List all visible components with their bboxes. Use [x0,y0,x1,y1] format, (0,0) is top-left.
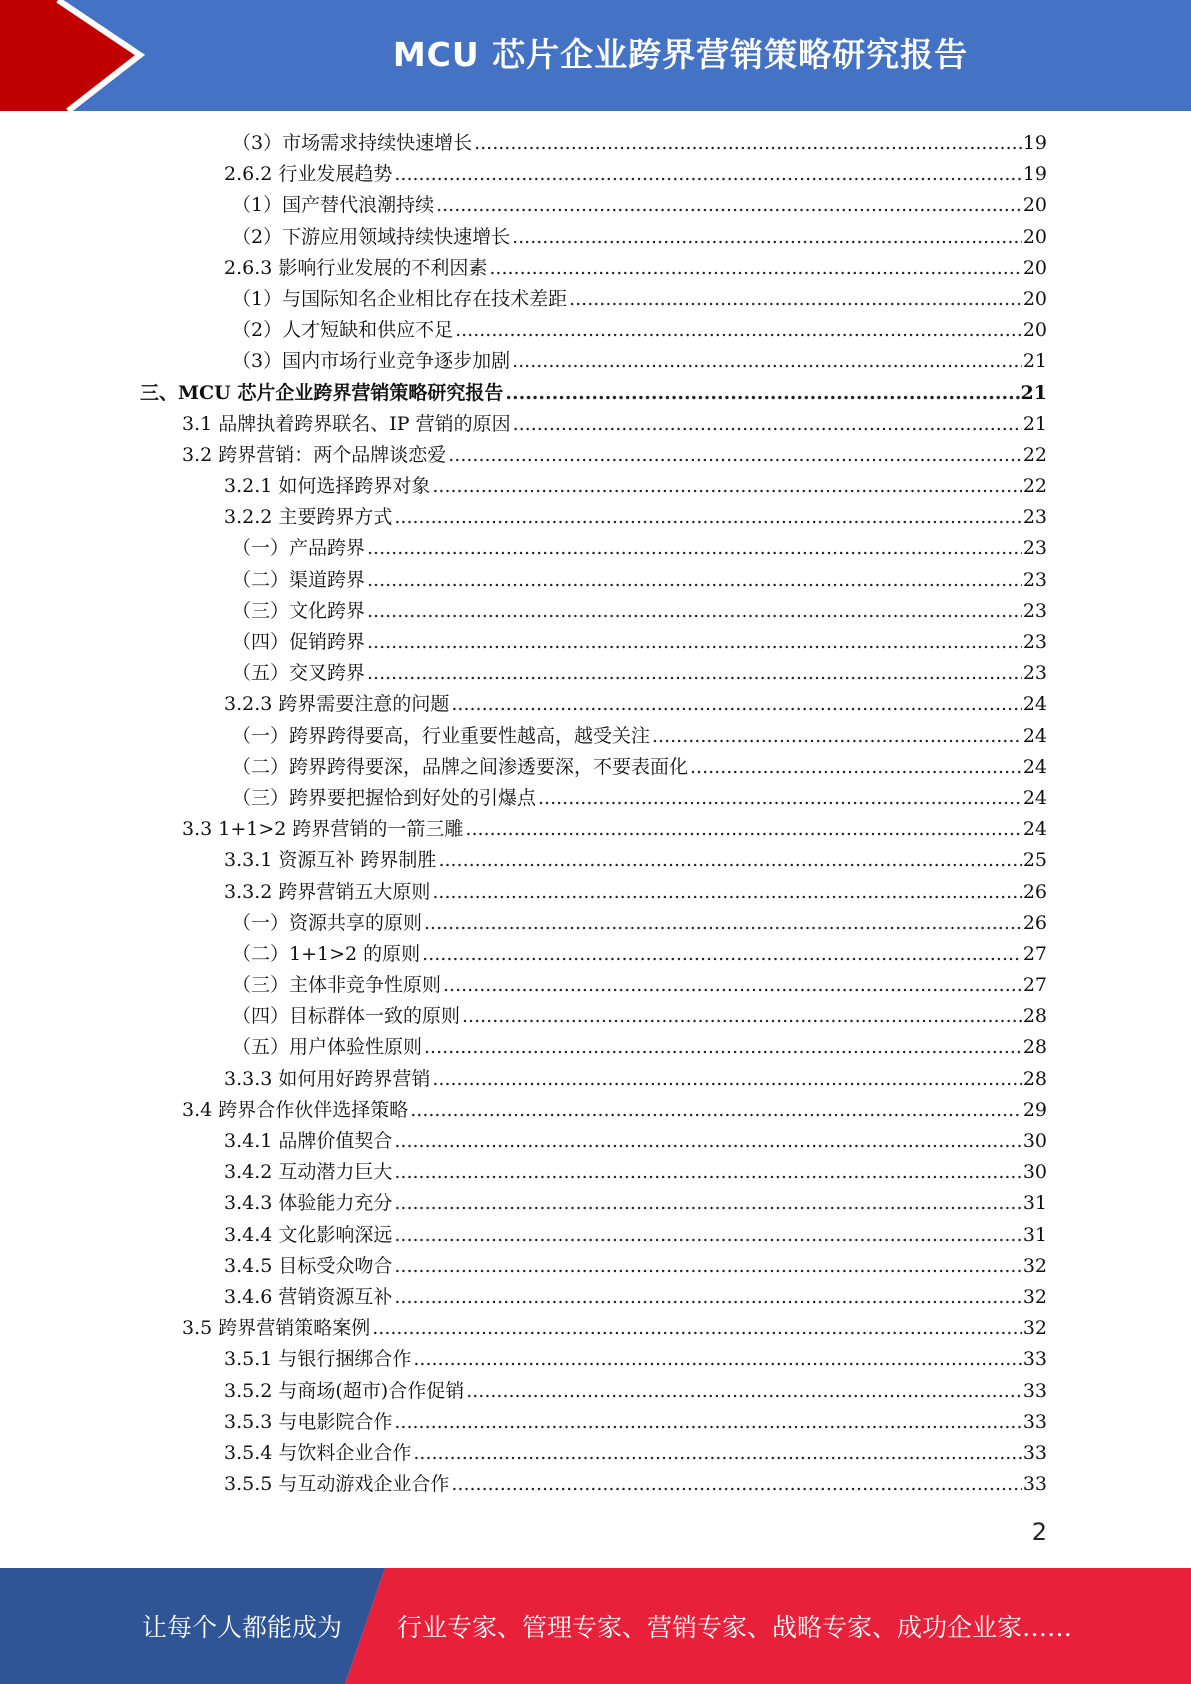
toc-entry-page: 28 [1022,1036,1047,1059]
toc-entry-label: 三、MCU 芯片企业跨界营销策略研究报告 [140,381,504,404]
toc-entry-label: 3.5 跨界营销策略案例 [182,1317,371,1340]
toc-entry-label: （3）市场需求持续快速增长 [232,132,473,154]
toc-leader-dots [410,1095,1022,1126]
toc-entry[interactable] [140,1251,1047,1282]
toc-entry-label: 3.2 跨界营销：两个品牌谈恋爱 [182,443,447,466]
toc-leader-dots [394,1157,1021,1188]
toc-leader-dots [424,1032,1022,1063]
toc-entry-label: 3.5.2 与商场(超市)合作促销 [224,1379,465,1402]
toc-entry-label: 3.5.4 与饮料企业合作 [224,1441,412,1464]
toc-leader-dots [424,908,1022,939]
toc-entry[interactable] [140,970,1047,1001]
toc-entry-page: 26 [1022,880,1047,903]
toc-entry[interactable] [140,1126,1047,1157]
toc-entry-page: 19 [1022,132,1047,154]
toc-entry-label: 3.4.4 文化影响深远 [224,1223,393,1246]
toc-entry[interactable] [140,502,1047,533]
toc-entry-label: 3.5.1 与银行捆绑合作 [224,1348,412,1371]
toc-entry-label: （四）促销跨界 [232,631,366,653]
toc-entry[interactable] [140,939,1047,970]
toc-entry-label: 3.3.2 跨界营销五大原则 [224,880,431,903]
toc-entry[interactable] [140,565,1047,596]
toc-entry-label: （二）跨界跨得要深，品牌之间渗透要深，不要表面化 [232,755,689,778]
toc-entry-page: 33 [1022,1348,1047,1371]
toc-leader-dots [422,939,1022,970]
toc-entry-page: 27 [1022,942,1047,965]
toc-entry-page: 23 [1022,631,1047,653]
toc-entry-label: 3.5.3 与电影院合作 [224,1410,393,1433]
toc-entry-page: 30 [1022,1130,1047,1152]
toc-entry-page: 19 [1022,163,1047,186]
toc-leader-dots [451,689,1021,720]
toc-entry[interactable] [140,1282,1047,1313]
toc-entry-label: 2.6.3 影响行业发展的不利因素 [224,256,488,279]
toc-entry[interactable] [140,346,1047,377]
toc-leader-dots [394,502,1021,533]
toc-entry[interactable] [140,128,1047,159]
toc-leader-dots [394,1251,1021,1282]
toc-entry-label: 3.2.2 主要跨界方式 [224,506,393,529]
toc-leader-dots [413,1344,1021,1375]
toc-leader-dots [466,1376,1022,1407]
toc-entry-label: 3.4.2 互动潜力巨大 [224,1161,393,1184]
toc-entry[interactable] [140,1313,1047,1344]
toc-entry[interactable] [140,1095,1047,1126]
toc-entry[interactable] [140,877,1047,908]
toc-entry-page: 20 [1022,287,1047,310]
toc-entry-label: 3.4.5 目标受众吻合 [224,1254,393,1277]
toc-entry[interactable] [140,253,1047,284]
toc-entry[interactable] [140,752,1047,783]
toc-entry-label: 3.3.3 如何用好跨界营销 [224,1067,431,1090]
toc-entry[interactable] [140,596,1047,627]
toc-entry-page: 23 [1022,506,1047,529]
toc-entry-page: 24 [1022,755,1047,778]
toc-entry-page: 27 [1022,974,1047,997]
toc-leader-dots [394,1407,1021,1438]
toc-entry[interactable] [140,1469,1047,1500]
document-title: MCU 芯片企业跨界营销策略研究报告 [392,34,969,74]
toc-entry-label: （三）文化跨界 [232,599,366,622]
toc-entry[interactable] [140,284,1047,315]
toc-leader-dots [512,346,1022,377]
toc-entry-page: 23 [1022,568,1047,591]
toc-leader-dots [394,1126,1021,1157]
toc-entry-label: （二）1+1>2 的原则 [232,942,421,965]
toc-entry[interactable] [140,471,1047,502]
toc-entry[interactable] [140,409,1047,440]
toc-entry[interactable] [140,689,1047,720]
toc-leader-dots [438,845,1021,876]
toc-leader-dots [436,190,1022,221]
toc-entry[interactable] [140,1064,1047,1095]
toc-entry-label: （一）产品跨界 [232,537,366,560]
toc-entry[interactable] [140,1407,1047,1438]
toc-entry-label: 3.4.6 营销资源互补 [224,1285,393,1308]
toc-leader-dots [489,253,1021,284]
toc-leader-dots [455,315,1022,346]
toc-entry[interactable] [140,1032,1047,1063]
toc-entry-page: 31 [1022,1192,1047,1215]
toc-entry-label: 3.3.1 资源互补 跨界制胜 [224,849,437,872]
toc-entry-page: 28 [1022,1005,1047,1028]
toc-entry-label: 3.4.3 体验能力充分 [224,1192,393,1215]
toc-entry-page: 23 [1022,662,1047,685]
toc-leader-dots [451,1469,1021,1500]
toc-entry-label: 3.4.1 品牌价值契合 [224,1130,393,1152]
toc-entry-label: （三）跨界要把握恰到好处的引爆点 [232,786,537,809]
toc-leader-dots [462,1001,1022,1032]
toc-entry-label: （四）目标群体一致的原则 [232,1005,461,1028]
toc-leader-dots [465,814,1021,845]
toc-entry-label: 2.6.2 行业发展趋势 [224,163,393,186]
toc-leader-dots [394,1188,1021,1219]
toc-leader-dots [367,533,1022,564]
toc-entry-page: 21 [1022,412,1047,435]
toc-entry[interactable] [140,908,1047,939]
page-header [0,0,1191,111]
toc-entry[interactable] [140,1376,1047,1407]
toc-entry-page: 24 [1022,786,1047,809]
toc-leader-dots [512,222,1022,253]
toc-entry[interactable] [140,378,1047,409]
toc-leader-dots [652,721,1022,752]
toc-leader-dots [394,159,1021,190]
toc-entry-label: （二）渠道跨界 [232,568,366,591]
toc-entry[interactable] [140,627,1047,658]
toc-entry-page: 24 [1022,818,1047,841]
toc-leader-dots [432,1064,1021,1095]
toc-entry-page: 23 [1022,537,1047,560]
toc-leader-dots [690,752,1022,783]
toc-entry-label: 3.3 1+1>2 跨界营销的一箭三雕 [182,818,464,841]
toc-entry-label: （2）人才短缺和供应不足 [232,319,454,342]
toc-leader-dots [367,627,1022,658]
toc-entry-label: 3.1 品牌执着跨界联名、IP 营销的原因 [182,412,511,435]
toc-entry-label: （1）国产替代浪潮持续 [232,194,435,217]
toc-entry[interactable] [140,1188,1047,1219]
toc-leader-dots [367,596,1022,627]
toc-leader-dots [367,565,1022,596]
toc-leader-dots [367,658,1022,689]
toc-entry[interactable] [140,1157,1047,1188]
toc-entry-page: 24 [1022,693,1047,716]
page-number: 2 [1031,1518,1047,1546]
toc-entry-label: （三）主体非竞争性原则 [232,974,442,997]
toc-entry-label: （1）与国际知名企业相比存在技术差距 [232,287,568,310]
toc-entry-label: （一）跨界跨得要高，行业重要性越高，越受关注 [232,724,651,747]
toc-leader-dots [448,440,1022,471]
toc-entry-label: 3.2.1 如何选择跨界对象 [224,475,431,498]
toc-entry[interactable] [140,1220,1047,1251]
toc-leader-dots [538,783,1022,814]
toc-entry-page: 21 [1022,350,1047,373]
toc-leader-dots [413,1438,1021,1469]
toc-entry[interactable] [140,222,1047,253]
toc-entry-label: （五）用户体验性原则 [232,1036,423,1059]
toc-entry[interactable] [140,315,1047,346]
toc-entry-page: 23 [1022,599,1047,622]
toc-entry-page: 33 [1022,1441,1047,1464]
header-arrow-logo [0,0,150,111]
toc-entry[interactable] [140,159,1047,190]
toc-entry-page: 20 [1022,225,1047,248]
toc-leader-dots [432,471,1021,502]
toc-entry-page: 20 [1022,194,1047,217]
toc-entry-page: 33 [1022,1379,1047,1402]
toc-entry-page: 20 [1022,319,1047,342]
toc-leader-dots [474,128,1022,159]
toc-entry-page: 30 [1022,1161,1047,1184]
toc-entry[interactable] [140,440,1047,471]
toc-entry-page: 25 [1022,849,1047,872]
toc-leader-dots [513,409,1022,440]
toc-entry[interactable] [140,783,1047,814]
toc-entry-label: （2）下游应用领域持续快速增长 [232,225,511,248]
toc-entry[interactable] [140,814,1047,845]
toc-entry-page: 29 [1022,1098,1047,1121]
toc-entry-label: （五）交叉跨界 [232,662,366,685]
toc-entry-label: 3.5.5 与互动游戏企业合作 [224,1473,450,1496]
toc-entry-page: 26 [1022,911,1047,934]
toc-leader-dots [432,877,1021,908]
toc-leader-dots [569,284,1022,315]
toc-entry-page: 32 [1022,1317,1047,1340]
toc-entry[interactable] [140,1438,1047,1469]
toc-entry[interactable] [140,658,1047,689]
toc-entry-label: （一）资源共享的原则 [232,911,423,934]
toc-entry-page: 33 [1022,1473,1047,1496]
toc-entry-page: 33 [1022,1410,1047,1433]
toc-entry-page: 32 [1022,1285,1047,1308]
toc-entry-label: 3.4 跨界合作伙伴选择策略 [182,1098,409,1121]
toc-entry-label: （3）国内市场行业竞争逐步加剧 [232,350,511,373]
toc-entry-page: 21 [1020,381,1047,404]
footer-slogan-left: 让每个人都能成为 [142,1613,343,1642]
toc-leader-dots [372,1313,1022,1344]
toc-entry-page: 32 [1022,1254,1047,1277]
toc-entry-page: 24 [1022,724,1047,747]
toc-entry-page: 22 [1022,475,1047,498]
toc-entry[interactable] [140,533,1047,564]
toc-entry-page: 20 [1022,256,1047,279]
page-footer [0,1568,1191,1684]
footer-slogan-right: 行业专家、管理专家、营销专家、战略专家、成功企业家…… [397,1613,1073,1642]
toc-entry[interactable] [140,190,1047,221]
toc-entry[interactable] [140,845,1047,876]
toc-entry[interactable] [140,1001,1047,1032]
toc-entry-page: 31 [1022,1223,1047,1246]
toc-leader-dots [443,970,1022,1001]
toc-leader-dots [394,1220,1021,1251]
toc-entry-page: 22 [1022,443,1047,466]
toc-entry-label: 3.2.3 跨界需要注意的问题 [224,693,450,716]
toc-entry[interactable] [140,721,1047,752]
toc-entry[interactable] [140,1344,1047,1375]
table-of-contents [140,128,1047,1500]
toc-entry-page: 28 [1022,1067,1047,1090]
toc-leader-dots [505,378,1019,409]
toc-leader-dots [394,1282,1021,1313]
